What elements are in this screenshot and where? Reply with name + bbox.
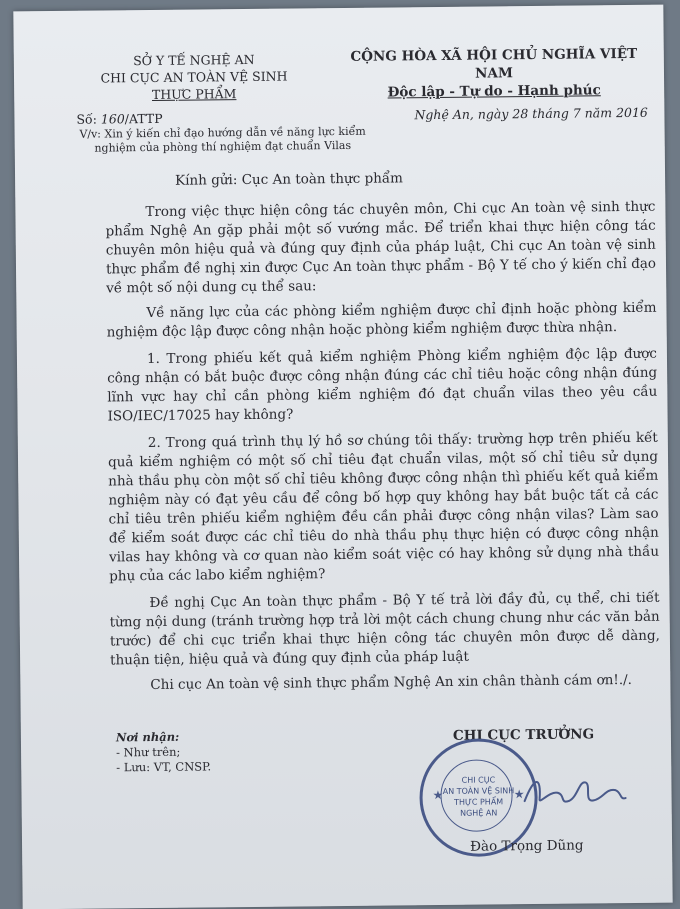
recipients-item: - Lưu: VT, CNSP.: [116, 759, 212, 775]
paragraph: Về năng lực của các phòng kiểm nghiệm được chỉ định hoặc phòng kiểm nghiệm độc lập được công nhận hoặc phòng kiểm nghiệm được thừa nhận.: [106, 299, 657, 341]
stamp-star-icon: ★: [513, 787, 525, 802]
document-number: [76, 111, 162, 127]
national-motto: Độc lập - Tự do - Hạnh phúc: [387, 82, 601, 101]
stamp-star-icon: ★: [432, 787, 444, 803]
national-title: CỘNG HÒA XÃ HỘI CHỦ NGHĨA VIỆT NAM: [350, 45, 638, 82]
paragraph: Đề nghị Cục An toàn thực phẩm - Bộ Y tế trả lời đầy đủ, cụ thể, chi tiết từng nội dung (tránh trường hợp trả lời một cách chung chung như các văn bản trước) để chi cục triển khai thực hiện công tác chuyên môn được dễ dàng, thuận tiện, hiệu quả và đúng quy định của pháp luật: [109, 589, 660, 669]
handwritten-signature: [519, 770, 629, 811]
agency-name-line2: THỰC PHẨM: [151, 86, 237, 102]
paragraph: Trong việc thực hiện công tác chuyên môn, Chi cục An toàn vệ sinh thực phẩm Nghệ An gặp phải một số vướng mắc. Để triển khai thực hiện công tác chuyên môn hiệu quả và đúng quy định của pháp luật, Chi cục An toàn vệ sinh thực phẩm đề nghị xin được Cục An toàn thực phẩm - Bộ Y tế cho ý kiến chỉ đạo về một số nội dung cụ thể sau:: [105, 198, 657, 297]
agency-name-line1: CHI CỤC AN TOÀN VỆ SINH: [100, 68, 288, 86]
paragraph: 1. Trong phiếu kết quả kiểm nghiệm Phòng kiểm nghiệm độc lập được công nhận có bắt buộc được công nhận đúng các chỉ tiêu hoặc công nhận đúng lĩnh vực hay chỉ cần phòng kiểm nghiệm đó đạt chuẩn vilas theo yêu cầu ISO/IEC/17025 hay không?: [107, 345, 658, 425]
stamp-text: AN TOÀN VỆ SINH: [442, 786, 515, 796]
signature-title: CHI CỤC TRƯỞNG: [452, 726, 595, 744]
recipient-line: Kính gửi: Cục An toàn thực phẩm: [175, 170, 404, 189]
recipients-block: [116, 729, 211, 775]
agency-parent: SỞ Y TẾ NGHỆ AN: [133, 51, 255, 69]
number-suffix: /ATTP: [124, 110, 163, 127]
national-header: [344, 45, 645, 102]
recipients-title: Nơi nhận:: [115, 729, 180, 745]
number-prefix: Số:: [76, 111, 97, 127]
stamp-text: THỰC PHẨM: [454, 797, 504, 807]
paragraph: Chi cục An toàn vệ sinh thực phẩm Nghệ An xin chân thành cám ơn!./.: [150, 671, 633, 694]
stamp-text: CHI CỤC: [461, 775, 496, 785]
document-subject: V/v: Xin ý kiến chỉ đạo hướng dẫn về năng lực kiểm nghiệm của phòng thí nghiệm đạt chuẩn Vilas: [79, 124, 366, 155]
document-page: [13, 5, 672, 909]
stamp-text: NGHỆ AN: [460, 808, 498, 818]
document-date: Nghệ An, ngày 28 tháng 7 năm 2016: [414, 104, 648, 123]
number-value: 160: [100, 111, 125, 127]
letter-body: [105, 198, 660, 702]
recipients-item: - Như trên;: [116, 744, 181, 760]
agency-header: [74, 50, 315, 104]
signer-name: Đào Trọng Dũng: [470, 837, 584, 855]
paragraph: 2. Trong quá trình thụ lý hồ sơ chúng tôi thấy: trường hợp trên phiếu kết quả kiểm nghiệm có một số chỉ tiêu đạt chuẩn vilas, một số chỉ tiêu sử dụng nhà thầu phụ còn một số chỉ tiêu không được công nhận thì phiếu kết quả kiểm nghiệm này có đạt yêu cầu để công bố hợp quy không hay bắt buộc tất cả các chỉ tiêu trên phiếu kiểm nghiệm đều cần phải được công nhận vilas? Làm sao để kiểm soát được các chỉ tiêu do nhà thầu phụ thực hiện có được công nhận vilas hay không và cơ quan nào kiểm soát việc có hay không sử dụng nhà thầu phụ của các labo kiểm nghiệm?: [107, 429, 660, 585]
